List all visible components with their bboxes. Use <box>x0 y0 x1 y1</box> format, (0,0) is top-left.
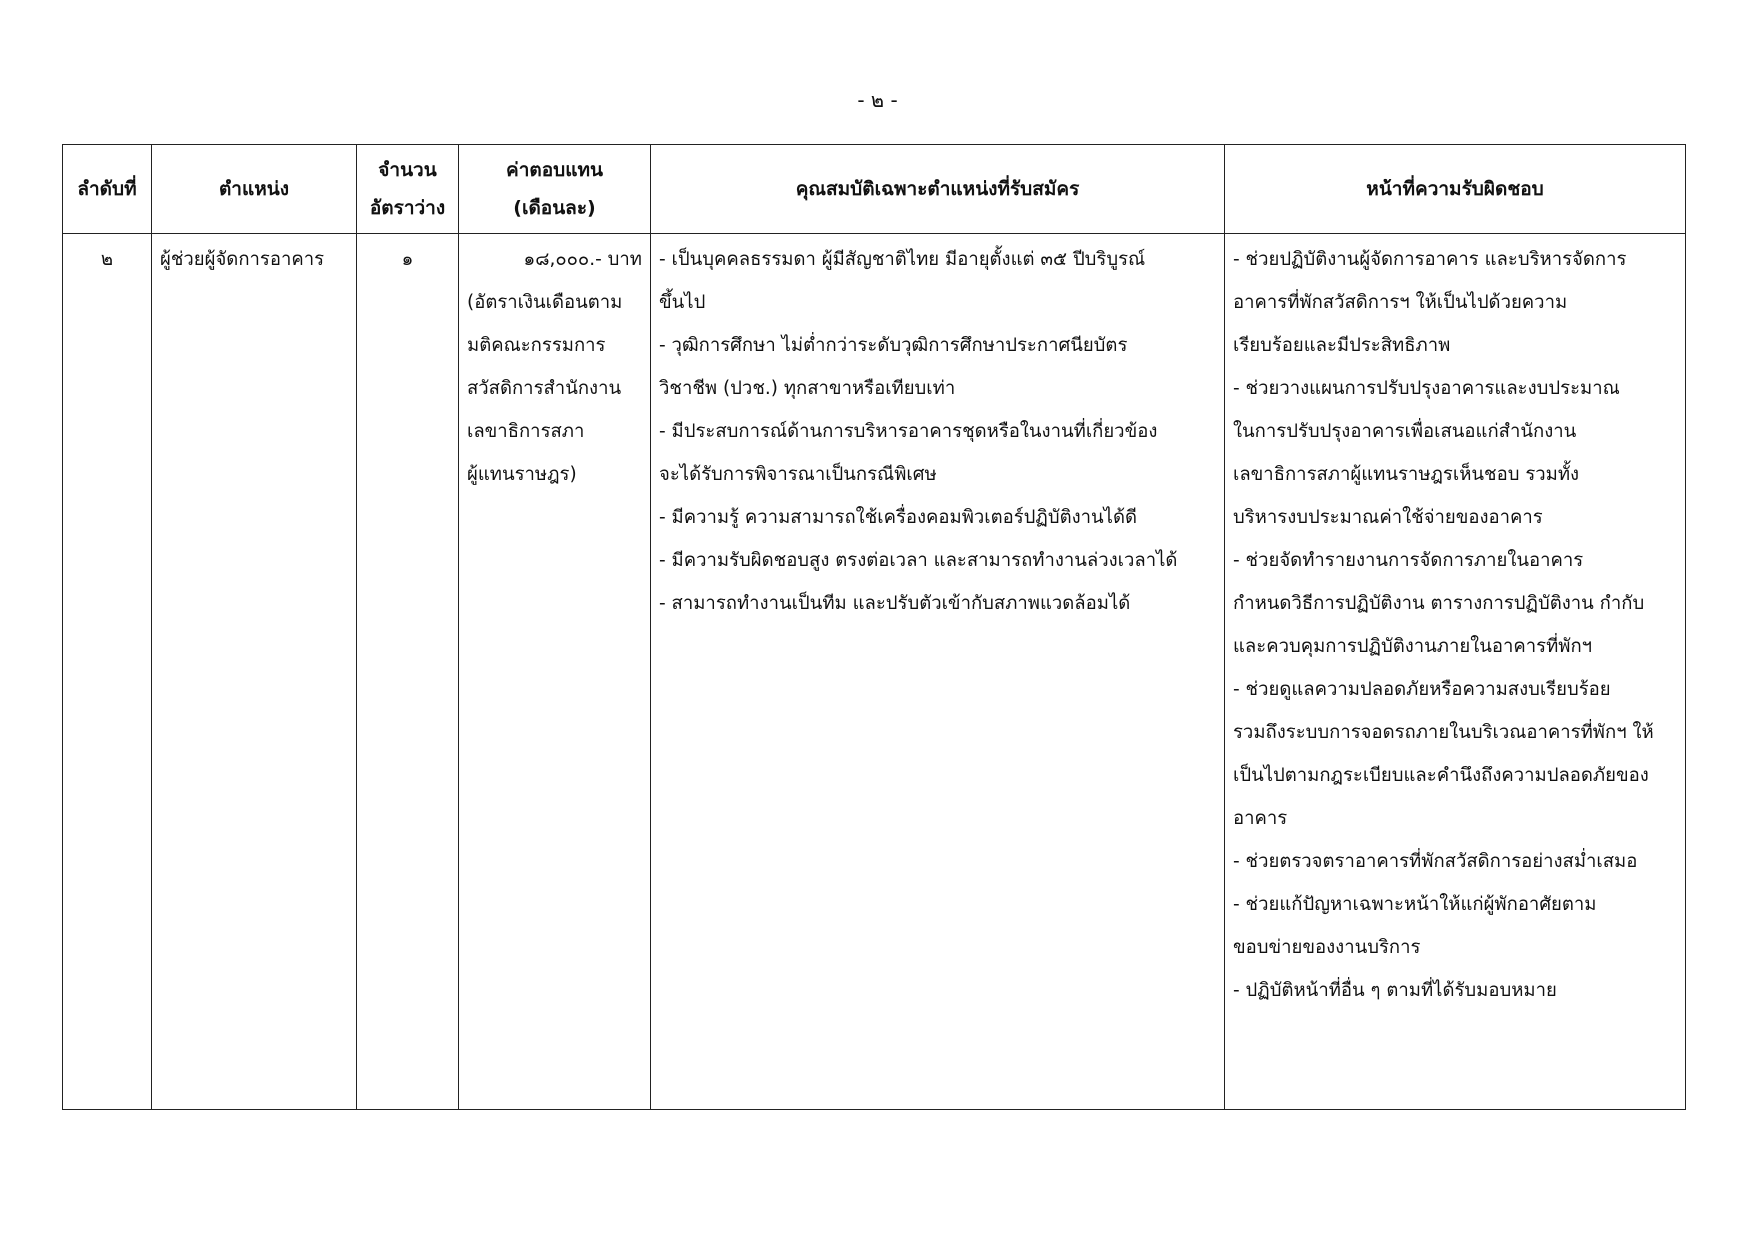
header-wage-line: ค่าตอบแทน <box>506 159 603 181</box>
duty-line: เลขาธิการสภาผู้แทนราษฎรเห็นชอบ รวมทั้ง <box>1233 464 1580 485</box>
duty-line: ในการปรับปรุงอาคารเพื่อเสนอแก่สำนักงาน <box>1233 421 1577 442</box>
header-vacancies-line: อัตราว่าง <box>369 197 446 219</box>
qualification-line: - มีประสบการณ์ด้านการบริหารอาคารชุดหรือในงานที่เกี่ยวข้อง <box>659 421 1158 442</box>
duty-line: อาคารที่พักสวัสดิการฯ ให้เป็นไปด้วยความ <box>1233 292 1568 313</box>
qualification-line: - เป็นบุคคลธรรมดา ผู้มีสัญชาติไทย มีอายุตั้งแต่ ๓๕ ปีบริบูรณ์ <box>659 249 1146 270</box>
duty-line: บริหารงบประมาณค่าใช้จ่ายของอาคาร <box>1233 507 1543 528</box>
header-vacancies-line: จำนวน <box>378 159 437 181</box>
header-vacancies <box>357 145 459 234</box>
qualification-line: - สามารถทำงานเป็นทีม และปรับตัวเข้ากับสภาพแวดล้อมได้ <box>659 593 1131 614</box>
duty-line: - ช่วยแก้ปัญหาเฉพาะหน้าให้แก่ผู้พักอาศัยตาม <box>1233 894 1597 915</box>
row-wage <box>459 234 651 1110</box>
duty-line: กำหนดวิธีการปฏิบัติงาน ตารางการปฏิบัติงาน กำกับ <box>1233 593 1645 614</box>
duty-line: เป็นไปตามกฎระเบียบและคำนึงถึงความปลอดภัยของ <box>1233 765 1649 786</box>
duty-line: - ช่วยตรวจตราอาคารที่พักสวัสดิการอย่างสม่ำเสมอ <box>1233 851 1638 872</box>
duty-line: - ช่วยวางแผนการปรับปรุงอาคารและงบประมาณ <box>1233 378 1620 399</box>
wage-note-line: ผู้แทนราษฎร) <box>467 464 577 485</box>
qualification-line: - วุฒิการศึกษา ไม่ต่ำกว่าระดับวุฒิการศึกษาประกาศนียบัตร <box>659 335 1128 356</box>
qualification-line: วิชาชีพ (ปวช.) ทุกสาขาหรือเทียบเท่า <box>659 378 956 399</box>
duty-line: เรียบร้อยและมีประสิทธิภาพ <box>1233 335 1451 356</box>
duty-line: รวมถึงระบบการจอดรถภายในบริเวณอาคารที่พักฯ ให้ <box>1233 722 1654 743</box>
header-duties: หน้าที่ความรับผิดชอบ <box>1225 145 1686 234</box>
wage-note-line: มติคณะกรรมการ <box>467 335 606 356</box>
wage-note-line: เลขาธิการสภา <box>467 421 585 442</box>
duty-line: และควบคุมการปฏิบัติงานภายในอาคารที่พักฯ <box>1233 636 1593 657</box>
row-vacancies: ๑ <box>357 234 459 1110</box>
header-qualifications: คุณสมบัติเฉพาะตำแหน่งที่รับสมัคร <box>651 145 1225 234</box>
header-order: ลำดับที่ <box>63 145 152 234</box>
page-number: - ๒ - <box>857 88 898 112</box>
duty-line: - ช่วยจัดทำรายงานการจัดการภายในอาคาร <box>1233 550 1584 571</box>
row-order: ๒ <box>63 234 152 1110</box>
header-wage <box>459 145 651 234</box>
header-wage-line: (เดือนละ) <box>513 197 596 219</box>
qualification-line: - มีความรู้ ความสามารถใช้เครื่องคอมพิวเตอร์ปฏิบัติงานได้ดี <box>659 507 1138 528</box>
duty-line: - ปฏิบัติหน้าที่อื่น ๆ ตามที่ได้รับมอบหมาย <box>1233 980 1557 1001</box>
qualification-line: จะได้รับการพิจารณาเป็นกรณีพิเศษ <box>659 464 937 485</box>
row-position: ผู้ช่วยผู้จัดการอาคาร <box>152 234 357 1110</box>
duty-line: ขอบข่ายของงานบริการ <box>1233 937 1421 958</box>
row-duties <box>1225 234 1686 1110</box>
job-vacancy-table <box>62 144 1686 1110</box>
wage-amount: ๑๘,๐๐๐.- บาท <box>523 249 642 270</box>
wage-note-line: สวัสดิการสำนักงาน <box>467 378 622 399</box>
duty-line: - ช่วยดูแลความปลอดภัยหรือความสงบเรียบร้อย <box>1233 679 1611 700</box>
duty-line: - ช่วยปฏิบัติงานผู้จัดการอาคาร และบริหารจัดการ <box>1233 249 1627 270</box>
header-position: ตำแหน่ง <box>152 145 357 234</box>
row-qualifications <box>651 234 1225 1110</box>
duty-line: อาคาร <box>1233 808 1288 829</box>
qualification-line: - มีความรับผิดชอบสูง ตรงต่อเวลา และสามารถทำงานล่วงเวลาได้ <box>659 550 1178 571</box>
table-row <box>63 234 1686 1110</box>
table-header-row <box>63 145 1686 234</box>
wage-note-line: (อัตราเงินเดือนตาม <box>467 292 623 313</box>
qualification-line: ขึ้นไป <box>659 292 706 313</box>
